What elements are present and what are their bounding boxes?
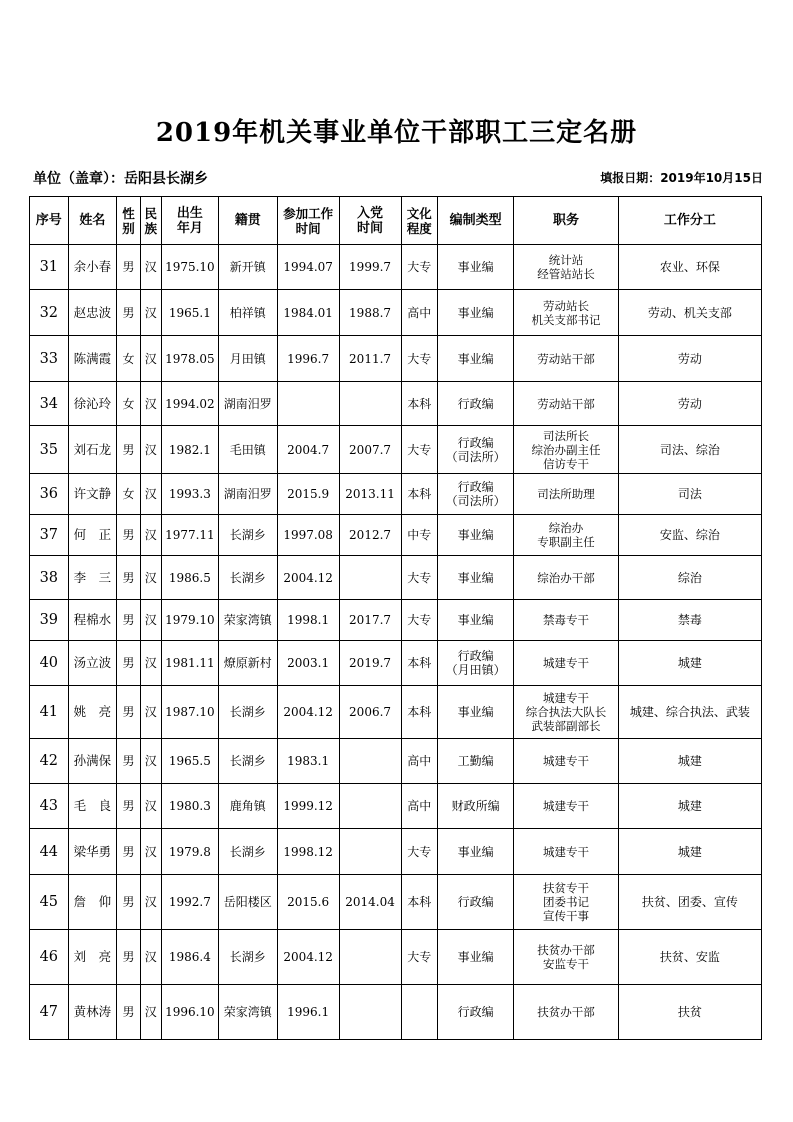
cell-name: 徐沁玲 bbox=[68, 382, 117, 426]
cell-work-start: 2004.12 bbox=[277, 686, 339, 739]
cell-name: 陈满霞 bbox=[68, 336, 117, 382]
cell-staff-type: 事业编 bbox=[438, 829, 514, 875]
cell-birth: 1986.5 bbox=[161, 556, 218, 600]
cell-position: 城建专干 综合执法大队长 武装部副部长 bbox=[514, 686, 619, 739]
cell-work-start: 2004.7 bbox=[277, 426, 339, 474]
cell-work-start: 2004.12 bbox=[277, 556, 339, 600]
cell-name: 姚 亮 bbox=[68, 686, 117, 739]
cell-birth: 1965.1 bbox=[161, 290, 218, 336]
cell-ethnicity: 汉 bbox=[140, 382, 161, 426]
cell-origin: 新开镇 bbox=[218, 245, 277, 290]
cell-staff-type: 事业编 bbox=[438, 245, 514, 290]
cell-origin: 长湖乡 bbox=[218, 556, 277, 600]
cell-birth: 1975.10 bbox=[161, 245, 218, 290]
cell-position: 劳动站干部 bbox=[514, 336, 619, 382]
cell-education: 大专 bbox=[401, 930, 438, 985]
cell-birth: 1982.1 bbox=[161, 426, 218, 474]
header-birth: 出生 年月 bbox=[161, 197, 218, 245]
header-work-start: 参加工作 时间 bbox=[277, 197, 339, 245]
table-row bbox=[30, 641, 762, 686]
cell-staff-type: 事业编 bbox=[438, 930, 514, 985]
cell-gender: 男 bbox=[117, 829, 140, 875]
cell-gender: 女 bbox=[117, 382, 140, 426]
cell-education: 大专 bbox=[401, 426, 438, 474]
table-row bbox=[30, 784, 762, 829]
cell-work-start: 2004.12 bbox=[277, 930, 339, 985]
cell-staff-type: 事业编 bbox=[438, 336, 514, 382]
cell-duty: 扶贫、安监 bbox=[618, 930, 761, 985]
cell-work-start: 1997.08 bbox=[277, 515, 339, 556]
cell-name: 刘 亮 bbox=[68, 930, 117, 985]
cell-ethnicity: 汉 bbox=[140, 515, 161, 556]
cell-gender: 男 bbox=[117, 784, 140, 829]
cell-ethnicity: 汉 bbox=[140, 930, 161, 985]
cell-staff-type: 事业编 bbox=[438, 556, 514, 600]
cell-birth: 1981.11 bbox=[161, 641, 218, 686]
cell-birth: 1993.3 bbox=[161, 474, 218, 515]
table-row bbox=[30, 600, 762, 641]
table-row bbox=[30, 290, 762, 336]
cell-origin: 长湖乡 bbox=[218, 930, 277, 985]
cell-name: 余小春 bbox=[68, 245, 117, 290]
cell-staff-type: 行政编 （月田镇） bbox=[438, 641, 514, 686]
cell-origin: 柏祥镇 bbox=[218, 290, 277, 336]
cell-position: 统计站 经管站站长 bbox=[514, 245, 619, 290]
cell-seq: 46 bbox=[30, 930, 69, 985]
header-party: 入党 时间 bbox=[339, 197, 401, 245]
cell-work-start: 1994.07 bbox=[277, 245, 339, 290]
cell-education: 高中 bbox=[401, 290, 438, 336]
cell-birth: 1986.4 bbox=[161, 930, 218, 985]
cell-gender: 男 bbox=[117, 930, 140, 985]
cell-origin: 长湖乡 bbox=[218, 829, 277, 875]
cell-origin: 月田镇 bbox=[218, 336, 277, 382]
cell-duty: 农业、环保 bbox=[618, 245, 761, 290]
cell-duty: 司法、综治 bbox=[618, 426, 761, 474]
cell-seq: 33 bbox=[30, 336, 69, 382]
cell-seq: 41 bbox=[30, 686, 69, 739]
cell-work-start: 1999.12 bbox=[277, 784, 339, 829]
cell-education bbox=[401, 985, 438, 1040]
cell-duty: 城建、综合执法、武装 bbox=[618, 686, 761, 739]
cell-ethnicity: 汉 bbox=[140, 290, 161, 336]
table-row bbox=[30, 829, 762, 875]
cell-birth: 1992.7 bbox=[161, 875, 218, 930]
cell-staff-type: 行政编 （司法所） bbox=[438, 426, 514, 474]
cell-gender: 女 bbox=[117, 336, 140, 382]
cell-origin: 长湖乡 bbox=[218, 739, 277, 784]
cell-party: 2006.7 bbox=[339, 686, 401, 739]
cell-position: 城建专干 bbox=[514, 829, 619, 875]
cell-education: 本科 bbox=[401, 686, 438, 739]
cell-ethnicity: 汉 bbox=[140, 556, 161, 600]
document-title: 2019年机关事业单位干部职工三定名册 bbox=[155, 118, 638, 148]
table-row bbox=[30, 930, 762, 985]
cell-position: 综治办干部 bbox=[514, 556, 619, 600]
cell-ethnicity: 汉 bbox=[140, 336, 161, 382]
cell-duty: 劳动、机关支部 bbox=[618, 290, 761, 336]
cell-position: 城建专干 bbox=[514, 739, 619, 784]
cell-seq: 43 bbox=[30, 784, 69, 829]
cell-origin: 荣家湾镇 bbox=[218, 985, 277, 1040]
cell-name: 赵忠波 bbox=[68, 290, 117, 336]
cell-gender: 男 bbox=[117, 426, 140, 474]
cell-party: 2013.11 bbox=[339, 474, 401, 515]
cell-duty: 安监、综治 bbox=[618, 515, 761, 556]
table-row bbox=[30, 474, 762, 515]
cell-party bbox=[339, 829, 401, 875]
cell-origin: 毛田镇 bbox=[218, 426, 277, 474]
table-row bbox=[30, 382, 762, 426]
cell-name: 詹 仰 bbox=[68, 875, 117, 930]
cell-seq: 31 bbox=[30, 245, 69, 290]
cell-birth: 1979.10 bbox=[161, 600, 218, 641]
cell-origin: 长湖乡 bbox=[218, 515, 277, 556]
header-ethnicity: 民 族 bbox=[140, 197, 161, 245]
cell-education: 大专 bbox=[401, 829, 438, 875]
cell-work-start bbox=[277, 382, 339, 426]
cell-duty: 城建 bbox=[618, 784, 761, 829]
cell-party: 1988.7 bbox=[339, 290, 401, 336]
unit-label: 单位（盖章）：岳阳县长湖乡 bbox=[33, 171, 208, 187]
cell-birth: 1977.11 bbox=[161, 515, 218, 556]
cell-education: 高中 bbox=[401, 739, 438, 784]
cell-name: 孙满保 bbox=[68, 739, 117, 784]
cell-birth: 1979.8 bbox=[161, 829, 218, 875]
cell-education: 本科 bbox=[401, 875, 438, 930]
cell-position: 扶贫办干部 bbox=[514, 985, 619, 1040]
cell-party: 1999.7 bbox=[339, 245, 401, 290]
cell-ethnicity: 汉 bbox=[140, 426, 161, 474]
cell-seq: 37 bbox=[30, 515, 69, 556]
cell-seq: 32 bbox=[30, 290, 69, 336]
cell-name: 何 正 bbox=[68, 515, 117, 556]
table-body bbox=[30, 245, 762, 1040]
cell-work-start: 1998.12 bbox=[277, 829, 339, 875]
cell-seq: 42 bbox=[30, 739, 69, 784]
cell-education: 大专 bbox=[401, 245, 438, 290]
cell-name: 李 三 bbox=[68, 556, 117, 600]
cell-education: 大专 bbox=[401, 336, 438, 382]
cell-position: 司法所助理 bbox=[514, 474, 619, 515]
cell-ethnicity: 汉 bbox=[140, 985, 161, 1040]
cell-seq: 38 bbox=[30, 556, 69, 600]
cell-birth: 1996.10 bbox=[161, 985, 218, 1040]
cell-education: 中专 bbox=[401, 515, 438, 556]
table-row bbox=[30, 739, 762, 784]
cell-seq: 39 bbox=[30, 600, 69, 641]
cell-position: 城建专干 bbox=[514, 641, 619, 686]
cell-seq: 35 bbox=[30, 426, 69, 474]
cell-gender: 男 bbox=[117, 641, 140, 686]
cell-ethnicity: 汉 bbox=[140, 245, 161, 290]
cell-duty: 劳动 bbox=[618, 336, 761, 382]
cell-work-start: 1996.7 bbox=[277, 336, 339, 382]
cell-duty: 城建 bbox=[618, 641, 761, 686]
cell-education: 本科 bbox=[401, 641, 438, 686]
cell-position: 扶贫办干部 安监专干 bbox=[514, 930, 619, 985]
cell-seq: 36 bbox=[30, 474, 69, 515]
cell-seq: 44 bbox=[30, 829, 69, 875]
header-seq: 序号 bbox=[30, 197, 69, 245]
table-row bbox=[30, 686, 762, 739]
cell-duty: 综治 bbox=[618, 556, 761, 600]
cell-party: 2011.7 bbox=[339, 336, 401, 382]
table-row bbox=[30, 985, 762, 1040]
cell-education: 本科 bbox=[401, 382, 438, 426]
cell-position: 司法所长 综治办副主任 信访专干 bbox=[514, 426, 619, 474]
cell-origin: 湖南汨罗 bbox=[218, 474, 277, 515]
cell-party: 2012.7 bbox=[339, 515, 401, 556]
header-name: 姓名 bbox=[68, 197, 117, 245]
cell-gender: 男 bbox=[117, 245, 140, 290]
cell-party: 2019.7 bbox=[339, 641, 401, 686]
fill-date: 填报日期：2019年10月15日 bbox=[600, 171, 763, 185]
header-gender: 性 别 bbox=[117, 197, 140, 245]
cell-birth: 1980.3 bbox=[161, 784, 218, 829]
cell-ethnicity: 汉 bbox=[140, 829, 161, 875]
cell-staff-type: 行政编 bbox=[438, 382, 514, 426]
header-origin: 籍贯 bbox=[218, 197, 277, 245]
table-row bbox=[30, 426, 762, 474]
cell-ethnicity: 汉 bbox=[140, 474, 161, 515]
cell-staff-type: 财政所编 bbox=[438, 784, 514, 829]
cell-position: 劳动站长 机关支部书记 bbox=[514, 290, 619, 336]
cell-party bbox=[339, 784, 401, 829]
cell-birth: 1987.10 bbox=[161, 686, 218, 739]
table-row bbox=[30, 875, 762, 930]
table-row bbox=[30, 336, 762, 382]
cell-origin: 湖南汨罗 bbox=[218, 382, 277, 426]
cell-party bbox=[339, 985, 401, 1040]
cell-origin: 岳阳楼区 bbox=[218, 875, 277, 930]
cell-party: 2014.04 bbox=[339, 875, 401, 930]
cell-origin: 长湖乡 bbox=[218, 686, 277, 739]
cell-position: 城建专干 bbox=[514, 784, 619, 829]
cell-duty: 司法 bbox=[618, 474, 761, 515]
table-header-row bbox=[30, 197, 762, 245]
cell-ethnicity: 汉 bbox=[140, 739, 161, 784]
header-staff-type: 编制类型 bbox=[438, 197, 514, 245]
cell-duty: 城建 bbox=[618, 829, 761, 875]
cell-staff-type: 行政编 bbox=[438, 985, 514, 1040]
cell-gender: 男 bbox=[117, 290, 140, 336]
cell-seq: 45 bbox=[30, 875, 69, 930]
cell-staff-type: 事业编 bbox=[438, 515, 514, 556]
cell-party bbox=[339, 382, 401, 426]
cell-work-start: 2015.9 bbox=[277, 474, 339, 515]
cell-gender: 男 bbox=[117, 556, 140, 600]
cell-work-start: 1983.1 bbox=[277, 739, 339, 784]
cell-education: 大专 bbox=[401, 600, 438, 641]
cell-work-start: 1998.1 bbox=[277, 600, 339, 641]
cell-gender: 男 bbox=[117, 515, 140, 556]
cell-birth: 1965.5 bbox=[161, 739, 218, 784]
table-row bbox=[30, 556, 762, 600]
cell-work-start: 1996.1 bbox=[277, 985, 339, 1040]
cell-party bbox=[339, 739, 401, 784]
cell-work-start: 1984.01 bbox=[277, 290, 339, 336]
cell-duty: 禁毒 bbox=[618, 600, 761, 641]
cell-ethnicity: 汉 bbox=[140, 686, 161, 739]
cell-gender: 男 bbox=[117, 985, 140, 1040]
staff-roster-table bbox=[29, 196, 762, 1040]
cell-position: 禁毒专干 bbox=[514, 600, 619, 641]
cell-education: 高中 bbox=[401, 784, 438, 829]
cell-seq: 40 bbox=[30, 641, 69, 686]
cell-party: 2007.7 bbox=[339, 426, 401, 474]
cell-gender: 女 bbox=[117, 474, 140, 515]
cell-party: 2017.7 bbox=[339, 600, 401, 641]
cell-gender: 男 bbox=[117, 686, 140, 739]
table-row bbox=[30, 515, 762, 556]
cell-origin: 燎原新村 bbox=[218, 641, 277, 686]
cell-seq: 34 bbox=[30, 382, 69, 426]
cell-staff-type: 事业编 bbox=[438, 600, 514, 641]
header-education: 文化 程度 bbox=[401, 197, 438, 245]
cell-gender: 男 bbox=[117, 875, 140, 930]
cell-duty: 扶贫、团委、宣传 bbox=[618, 875, 761, 930]
cell-position: 扶贫专干 团委书记 宣传干事 bbox=[514, 875, 619, 930]
cell-staff-type: 行政编 bbox=[438, 875, 514, 930]
cell-staff-type: 事业编 bbox=[438, 686, 514, 739]
cell-ethnicity: 汉 bbox=[140, 600, 161, 641]
table-row bbox=[30, 245, 762, 290]
cell-work-start: 2015.6 bbox=[277, 875, 339, 930]
cell-position: 综治办 专职副主任 bbox=[514, 515, 619, 556]
cell-staff-type: 行政编 （司法所） bbox=[438, 474, 514, 515]
cell-duty: 城建 bbox=[618, 739, 761, 784]
cell-work-start: 2003.1 bbox=[277, 641, 339, 686]
cell-ethnicity: 汉 bbox=[140, 784, 161, 829]
cell-ethnicity: 汉 bbox=[140, 641, 161, 686]
cell-ethnicity: 汉 bbox=[140, 875, 161, 930]
cell-origin: 荣家湾镇 bbox=[218, 600, 277, 641]
cell-party bbox=[339, 930, 401, 985]
cell-gender: 男 bbox=[117, 600, 140, 641]
cell-birth: 1978.05 bbox=[161, 336, 218, 382]
cell-name: 程棉水 bbox=[68, 600, 117, 641]
cell-position: 劳动站干部 bbox=[514, 382, 619, 426]
cell-education: 本科 bbox=[401, 474, 438, 515]
cell-birth: 1994.02 bbox=[161, 382, 218, 426]
header-duty: 工作分工 bbox=[618, 197, 761, 245]
cell-staff-type: 事业编 bbox=[438, 290, 514, 336]
cell-name: 梁华勇 bbox=[68, 829, 117, 875]
cell-staff-type: 工勤编 bbox=[438, 739, 514, 784]
cell-name: 汤立波 bbox=[68, 641, 117, 686]
cell-duty: 扶贫 bbox=[618, 985, 761, 1040]
cell-name: 毛 良 bbox=[68, 784, 117, 829]
cell-name: 许文静 bbox=[68, 474, 117, 515]
cell-seq: 47 bbox=[30, 985, 69, 1040]
cell-duty: 劳动 bbox=[618, 382, 761, 426]
cell-education: 大专 bbox=[401, 556, 438, 600]
cell-origin: 鹿角镇 bbox=[218, 784, 277, 829]
cell-name: 黄林涛 bbox=[68, 985, 117, 1040]
cell-gender: 男 bbox=[117, 739, 140, 784]
header-position: 职务 bbox=[514, 197, 619, 245]
cell-name: 刘石龙 bbox=[68, 426, 117, 474]
cell-party bbox=[339, 556, 401, 600]
